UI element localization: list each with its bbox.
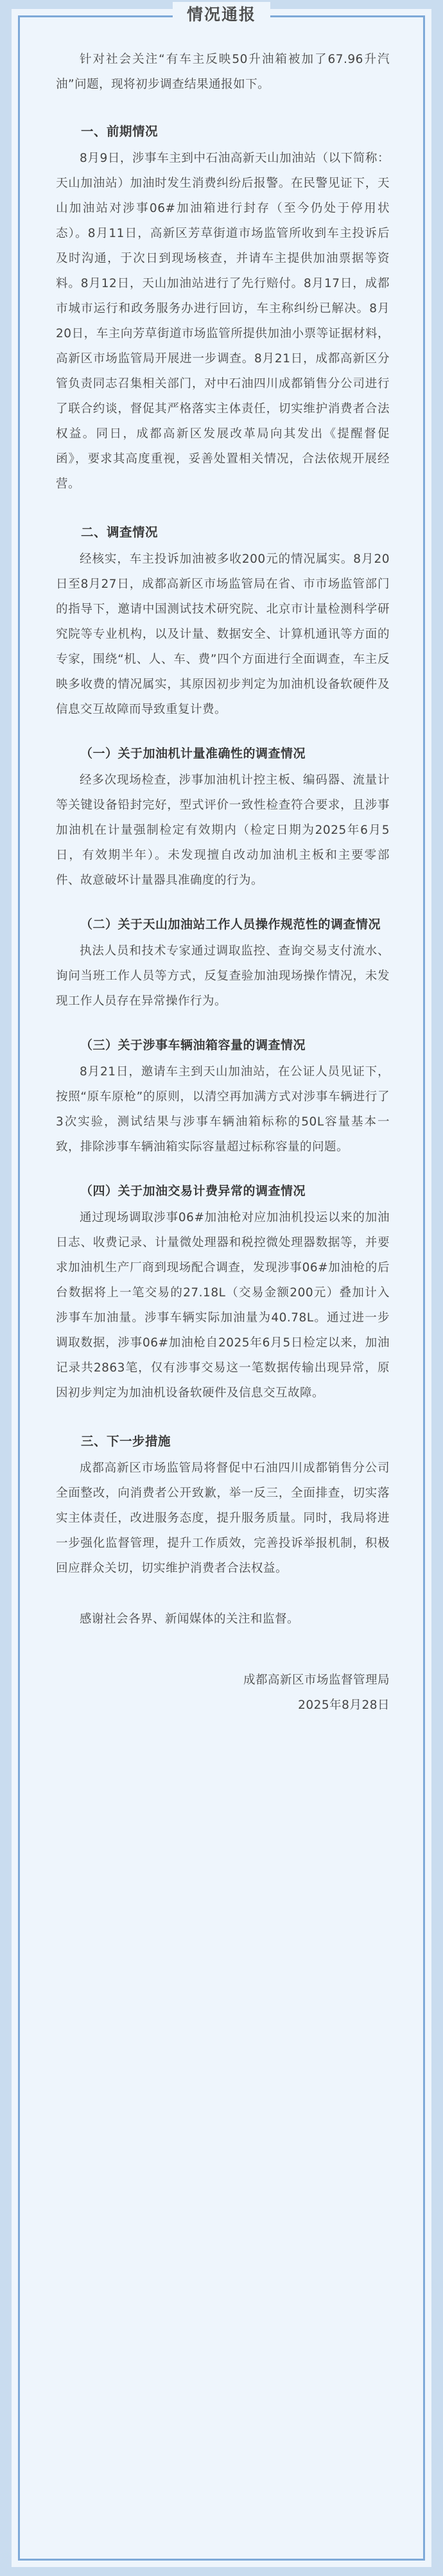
page-title: 情况通报 xyxy=(186,5,257,24)
title-bar xyxy=(173,2,270,28)
signature-org: 成都高新区市场监督管理局 xyxy=(243,1673,390,1687)
subsection-title-4: （四）关于加油交易计费异常的调查情况 xyxy=(80,1184,306,1198)
section-2-paragraph: 经核实，车主投诉加油被多收200元的情况属实。8月20日至8月27日，成都高新区市场监管局在省、市市场监管部门的指导下，邀请中国测试技术研究院、北京市计量检测科学研究院等专业机构，以及计量、数据安全、计算机通讯等方面的专家，围绕“机、人、车、费”四个方面进行全面调查，车主反映多收费的情况属实，其原因初步判定为加油机设备软硬件及信息交互故障而导致重复计费。 xyxy=(56,552,390,716)
subsection-title-1: （一）关于加油机计量准确性的调查情况 xyxy=(80,746,306,761)
notice-page xyxy=(12,5,431,2567)
intro-paragraph: 针对社会关注“有车主反映50升油箱被加了67.96升汽油”问题，现将初步调查结果通报如下。 xyxy=(56,53,390,91)
subsection-body-4: 通过现场调取涉事06#加油枪对应加油机投运以来的加油日志、收费记录、计量微处理器和税控微处理器数据等，并要求加油机生产厂商到现场配合调查，发现涉事06#加油枪的后台数据将上一笔交易的27.18L（交易金额200元）叠加计入涉事车加油量。涉事车辆实际加油量为40.78L。通过进一步调取数据，涉事06#加油枪自2025年6月5日检定以来，加油记录共2863笔，仅有涉事交易这一笔数据传输出现异常，原因初步判定为加油机设备软硬件及信息交互故障。 xyxy=(56,1211,390,1400)
subsection-title-2: （二）关于天山加油站工作人员操作规范性的调查情况 xyxy=(80,917,381,931)
subsection-title-3: （三）关于涉事车辆油箱容量的调查情况 xyxy=(80,1038,306,1052)
subsection-body-1: 经多次现场检查，涉事加油机计控主板、编码器、流量计等关键设备铅封完好，型式评价一致性检查符合要求，且涉事加油机在计量强制检定有效期内（检定日期为2025年6月5日，有效期半年）。未发现擅自改动加油机主板和主要零部件、故意破坏计量器具准确度的行为。 xyxy=(56,773,390,887)
section-heading-3: 三、下一步措施 xyxy=(81,1434,171,1449)
notice-frame xyxy=(18,5,425,2561)
section-heading-2: 二、调查情况 xyxy=(81,525,159,540)
section-1-paragraph: 8月9日，涉事车主到中石油高新天山加油站（以下简称：天山加油站）加油时发生消费纠纷后报警。在民警见证下，天山加油站对涉事06#加油箱进行封存（至今仍处于停用状态）。8月11日，高新区芳草街道市场监管所收到车主投诉后及时沟通，于次日到现场核查，并请车主提供加油票据等资料。8月12日，天山加油站进行了先行赔付。8月17日，成都市城市运行和政务服务办进行回访，车主称纠纷已解决。8月20日，车主向芳草街道市场监管所提供加油小票等证据材料，高新区市场监管局开展进一步调查。8月21日，成都高新区分管负责同志召集相关部门，对中石油四川成都销售分公司进行了联合约谈，督促其严格落实主体责任，切实维护消费者合法权益。同日，成都高新区发展改革局向其发出《提醒督促函》，要求其高度重视，妥善处置相关情况，合法依规开展经营。 xyxy=(56,152,390,491)
thanks-line: 感谢社会各界、新闻媒体的关注和监督。 xyxy=(80,1612,300,1626)
subsection-body-2: 执法人员和技术专家通过调取监控、查询交易支付流水、询问当班工作人员等方式，反复查验加油现场操作情况，未发现工作人员存在异常操作行为。 xyxy=(56,944,390,1008)
signature-date: 2025年8月28日 xyxy=(298,1698,390,1712)
section-heading-1: 一、前期情况 xyxy=(81,124,159,139)
notice-content xyxy=(56,47,390,1718)
subsection-body-3: 8月21日，邀请车主到天山加油站，在公证人员见证下，按照“原车原枪”的原则，以清空再加满方式对涉事车辆进行了3次实验，测试结果与涉事车辆油箱标称的50L容量基本一致，排除涉事车辆油箱实际容量超过标称容量的问题。 xyxy=(56,1065,390,1154)
section-3-paragraph: 成都高新区市场监管局将督促中石油四川成都销售分公司全面整改，向消费者公开致歉，举一反三，全面排查，切实落实主体责任，改进服务态度，提升服务质量。同时，我局将进一步强化监督管理，提升工作质效，完善投诉举报机制，积极回应群众关切，切实维护消费者合法权益。 xyxy=(56,1461,390,1575)
